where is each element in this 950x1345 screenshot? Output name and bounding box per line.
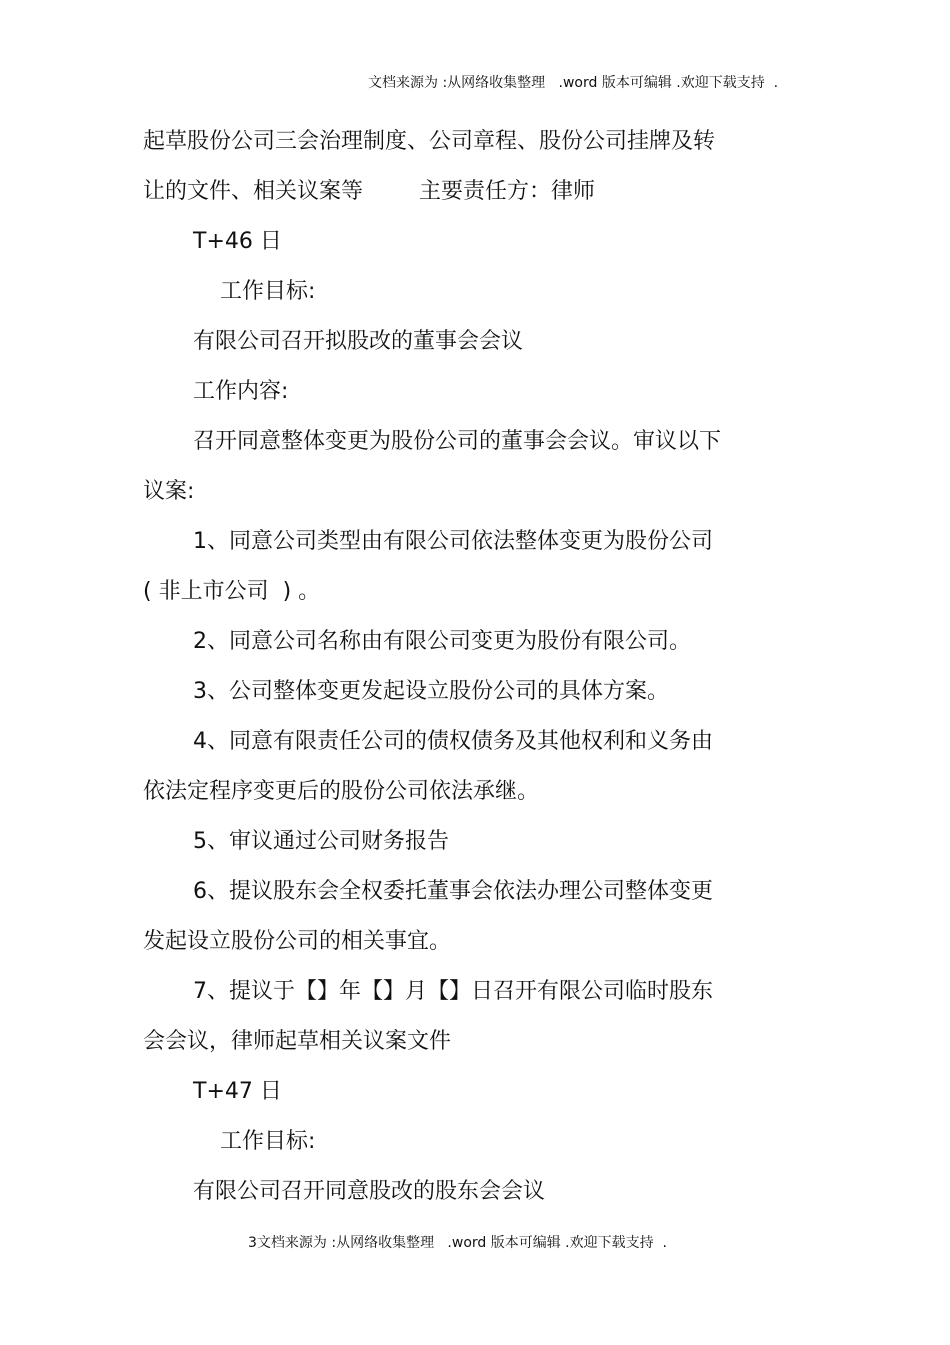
text-line: 工作目标: [220, 1129, 316, 1154]
text-line: 6、提议股东会全权委托董事会依法办理公司整体变更 [193, 879, 713, 904]
text-line: 会会议，律师起草相关议案文件 [143, 1029, 452, 1054]
text-line: 让的文件、相关议案等 主要责任方：律师 [143, 179, 595, 204]
text-line: 议案: [143, 479, 195, 504]
page-header: 文档来源为 :从网络收集整理 .word 版本可编辑 .欢迎下载支持 . [368, 75, 779, 91]
text-line: 依法定程序变更后的股份公司依法承继。 [143, 779, 540, 804]
text-line: 2、同意公司名称由有限公司变更为股份有限公司。 [193, 629, 691, 654]
text-line: 3、公司整体变更发起设立股份公司的具体方案。 [193, 679, 669, 704]
page-footer: 3文档来源为 :从网络收集整理 .word 版本可编辑 .欢迎下载支持 . [248, 1235, 667, 1251]
text-line: 工作目标: [220, 279, 316, 304]
text-line: 发起设立股份公司的相关事宜。 [143, 929, 452, 954]
text-line: ( 非上市公司 ) 。 [143, 579, 321, 604]
text-line: 召开同意整体变更为股份公司的董事会会议。审议以下 [193, 429, 722, 454]
text-line: 7、提议于【】年【】月【】日召开有限公司临时股东 [193, 979, 713, 1004]
text-line: 4、同意有限责任公司的债权债务及其他权利和义务由 [193, 729, 713, 754]
text-line: 5、审议通过公司财务报告 [193, 829, 449, 854]
text-line: 有限公司召开同意股改的股东会会议 [193, 1179, 546, 1204]
text-line: 1、同意公司类型由有限公司依法整体变更为股份公司 [193, 529, 713, 554]
text-line: T+47 日 [193, 1079, 282, 1104]
text-line: T+46 日 [193, 229, 282, 254]
text-line: 有限公司召开拟股改的董事会会议 [193, 329, 524, 354]
text-line: 工作内容: [193, 379, 289, 404]
text-line: 起草股份公司三会治理制度、公司章程、股份公司挂牌及转 [143, 129, 716, 154]
